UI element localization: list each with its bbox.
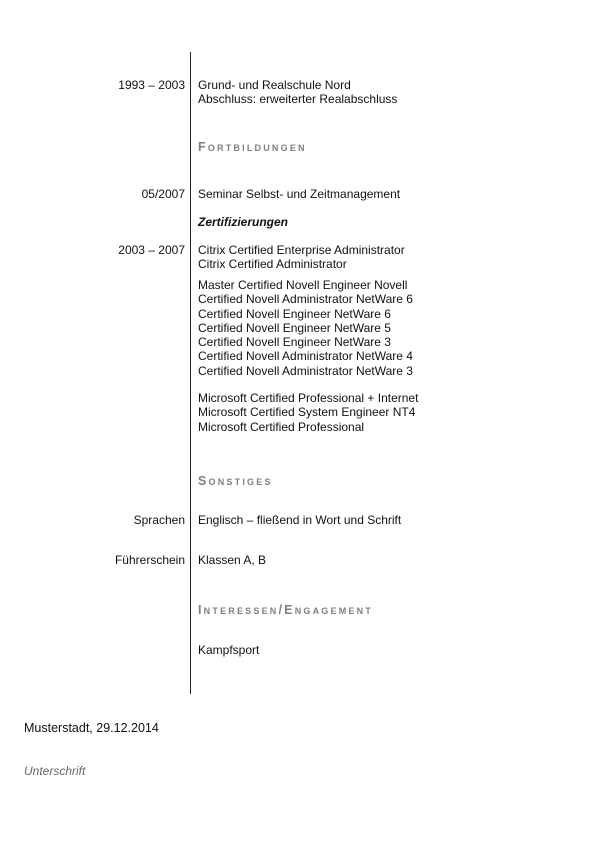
section-heading-sonstiges: Sonstiges [198, 474, 273, 488]
sprachen-label: Sprachen [133, 513, 185, 527]
fortbildung-entry: Seminar Selbst- und Zeitmanagement [198, 187, 401, 201]
certification-item: Microsoft Certified System Engineer NT4 [198, 405, 416, 420]
certification-item: Citrix Certified Administrator [198, 257, 347, 272]
certification-item: Citrix Certified Enterprise Administrator [198, 243, 405, 257]
interessen-value: Kampfsport [198, 643, 260, 657]
education-entry [198, 78, 397, 107]
zertifizierungen-period: 2003 – 2007 [118, 243, 185, 257]
certification-item: Certified Novell Administrator NetWare 6 [198, 292, 413, 307]
novell-certifications [198, 278, 413, 378]
certification-item: Microsoft Certified Professional [198, 419, 365, 434]
subheading-zertifizierungen: Zertifizierungen [198, 215, 289, 229]
microsoft-certifications [198, 391, 418, 434]
signature-label: Unterschrift [24, 764, 86, 778]
citrix-certifications [198, 243, 405, 272]
certification-item: Microsoft Certified Professional + Internet [198, 391, 419, 405]
sprachen-value: Englisch – fließend in Wort und Schrift [198, 513, 402, 527]
place-date: Musterstadt, 29.12.2014 [24, 721, 159, 735]
fuehrerschein-value: Klassen A, B [198, 553, 267, 567]
certification-item: Certified Novell Administrator NetWare 3 [198, 363, 413, 378]
timeline-divider [190, 52, 191, 694]
school-name: Grund- und Realschule Nord [198, 78, 351, 92]
education-period: 1993 – 2003 [118, 78, 185, 92]
fortbildung-period: 05/2007 [141, 187, 185, 201]
certification-item: Master Certified Novell Engineer Novell [198, 278, 408, 292]
certification-item: Certified Novell Engineer NetWare 5 [198, 320, 391, 335]
certification-item: Certified Novell Engineer NetWare 6 [198, 306, 391, 321]
section-heading-interessen: Interessen/Engagement [198, 603, 373, 617]
certification-item: Certified Novell Engineer NetWare 3 [198, 335, 391, 350]
school-degree: Abschluss: erweiterter Realabschluss [198, 92, 398, 107]
certification-item: Certified Novell Administrator NetWare 4 [198, 349, 413, 364]
section-heading-fortbildungen: Fortbildungen [198, 140, 307, 154]
fuehrerschein-label: Führerschein [114, 553, 185, 567]
